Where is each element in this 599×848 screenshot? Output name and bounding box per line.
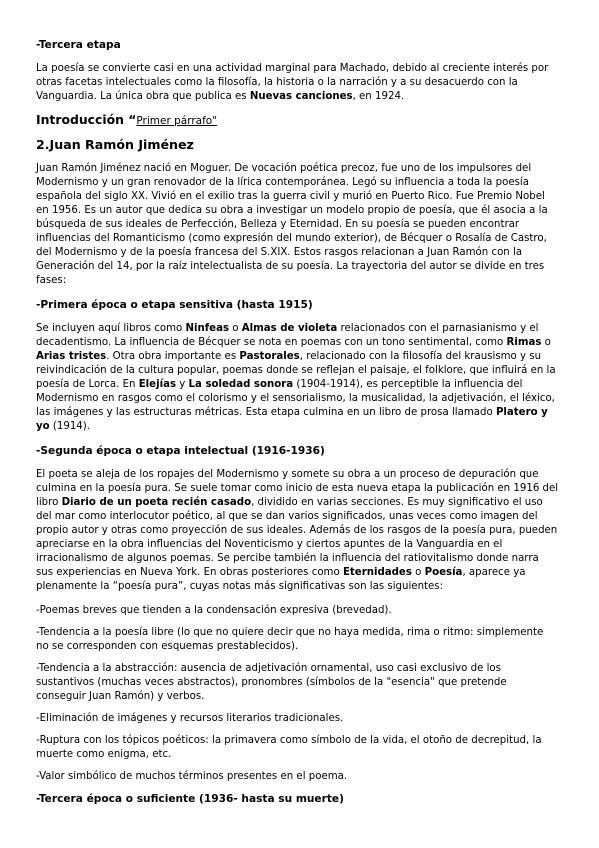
section-heading-segunda-epoca: -Segunda época o etapa intelectual (1916-1936) (36, 445, 325, 457)
list-item: -Tendencia a la abstracción: ausencia de adjetivación ornamental, uso casi exclusivo de los sustantivos (muchas veces abstractos), pronombres (símbolos de la "esencia" que pretende conseguir Juan Ramón) y verbos. (36, 663, 507, 702)
bold-title: La soledad sonora (188, 379, 294, 390)
text: , en 1924. (352, 91, 405, 102)
intro-link[interactable]: Primer párrafo" (136, 115, 218, 127)
bold-title: Rimas (506, 337, 542, 348)
text: El poeta se aleja de los ropajes del Modernismo y somete su obra a un proceso de depuración que culmina en la poesía pura. Se suele tomar como inicio de esta nueva etapa la publicación en 1916 del libro (36, 469, 559, 508)
section-heading-tercera-epoca: -Tercera época o suficiente (1936- hasta su muerte) (36, 793, 344, 805)
bold-title: Elejías (138, 379, 177, 390)
list-item: -Poemas breves que tienden a la condensación expresiva (brevedad). (36, 605, 392, 616)
text: o (229, 323, 242, 334)
bold-title: Arias tristes (36, 351, 107, 362)
paragraph-tercera-etapa (36, 62, 559, 104)
list-item: -Eliminación de imágenes y recursos literarios tradicionales. (36, 713, 344, 724)
author-title: 2.Juan Ramón Jiménez (36, 137, 194, 152)
intro-label: Introducción “ (36, 112, 137, 127)
list-item: -Valor simbólico de muchos términos presentes en el poema. (36, 771, 348, 782)
bold-title: Almas de violeta (241, 323, 338, 334)
section-heading-primera-epoca: -Primera época o etapa sensitiva (hasta 1915) (36, 299, 313, 311)
paragraph-segunda-epoca (36, 468, 559, 594)
bold-title: Eternidades (342, 567, 412, 578)
text: La poesía se convierte casi en una actividad marginal para Machado, debido al creciente interés por otras facetas intelectuales como la filosofía, la historia o la narración y a su desacuerdo con la Vanguardia. La única obra que publica es (36, 63, 549, 102)
text: , relacionado con la filosofía del krausismo y su reivindicación de la cultura popular, poemas donde se reflejan el paisaje, el folklore, que influirá en la poesía de Lorca. En (36, 351, 556, 390)
bold-title: Diario de un poeta recién casado (61, 497, 252, 508)
list-item: -Tendencia a la poesía libre (lo que no quiere decir que no haya medida, rima o ritmo: simplemente no se corresponden con esquemas prestablecidos). (36, 627, 544, 652)
text: , dividido en varias secciones. Es muy significativo el uso del mar como interlocutor poético, al que se dan varios significados, unas veces como imagen del propio autor y otras como proyección de sus ideales. Además de los rasgos de la poesía pura, pueden apreciarse en la obra influencias del Noventicismo y ciertos apuntes de la Vanguardia en el irracionalismo de algunos poemas. Se percibe también la influencia del ratiovitalismo donde narra sus experiencias en Nueva York. En obras posteriores como (36, 497, 558, 578)
text: o (411, 567, 425, 578)
paragraph-primera-epoca (36, 322, 559, 434)
bold-title: Nuevas canciones (249, 91, 353, 102)
bold-title: Pastorales (239, 351, 300, 362)
text: . Otra obra importante es (106, 351, 240, 362)
text: (1904-1914), es perceptible la influencia del Modernismo en rasgos como el colorismo y el sensorialismo, la musicalidad, la adjetivación, el léxico, las imágenes y las estructuras métricas. Esta etapa culmina en un libro de prosa llamado (36, 379, 555, 418)
text: o (541, 337, 551, 348)
text: relacionados con el parnasianismo y el decadentismo. La influencia de Bécquer se nota en poemas con un tono sentimental, como (36, 323, 539, 348)
list-item: -Ruptura con los tópicos poéticos: la primavera como símbolo de la vida, el otoño de decrepitud, la muerte como enigma, etc. (36, 735, 542, 760)
intro-line (36, 112, 559, 129)
bold-title: Ninfeas (185, 323, 230, 334)
text: Se incluyen aquí libros como (36, 323, 186, 334)
text: (1914). (49, 421, 90, 432)
bold-title: Platero y yo (36, 407, 548, 432)
text: , aparece ya plenamente la “poesía pura”, cuyas notas más significativas son las siguientes: (36, 567, 526, 592)
bold-title: Poesía (424, 567, 463, 578)
bio-paragraph: Juan Ramón Jiménez nació en Moguer. De vocación poética precoz, fue uno de los impulsores del Modernismo y un gran renovador de la lírica contemporánea. Legó su influencia a toda la poesía española del siglo XX. Vivió en el exilio tras la guerra civil y murió en Puerto Rico. Fue Premio Nobel en 1956. Es un autor que dedica su obra a investigar un modelo propio de poesía, que él asocia a la búsqueda de sus ideales de Perfección, Belleza y Eternidad. En su poesía se pueden encontrar influencias del Romanticismo (como expresión del mundo exterior), de Bécquer o Rosalía de Castro, del Modernismo y de la poesía francesa del S.XIX. Estos rasgos relacionan a Juan Ramón con la Generación del 14, por la raíz intelectualista de su poesía. La trayectoria del autor se divide en tres fases: (36, 163, 548, 286)
text: y (176, 379, 189, 390)
section-heading-tercera-etapa: -Tercera etapa (36, 39, 121, 51)
